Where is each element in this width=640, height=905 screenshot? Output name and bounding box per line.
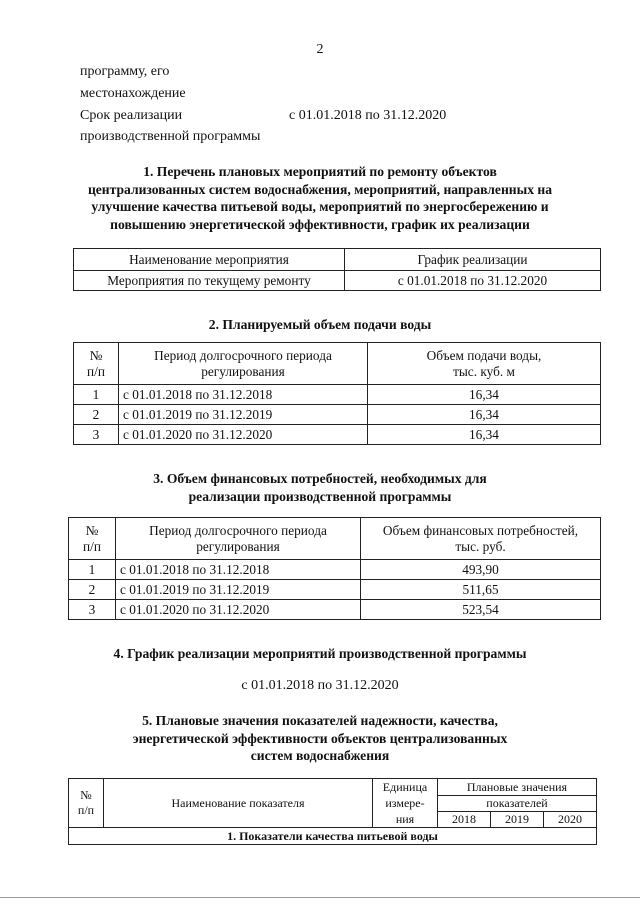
section-2-title: 2. Планируемый объем подачи воды [208,317,432,332]
table-cell: 3 [74,425,119,445]
table-cell: 16,34 [368,405,601,425]
h-unit-3: ния [395,812,415,826]
section-1-title-line: улучшение качества питьевой воды, мероприятий по энергосбережению и [91,199,549,214]
h-period-1: Период долгосрочного периода [154,347,332,363]
table-header-cell: Плановые значения [438,779,597,796]
section-5-title-line: систем водоснабжения [250,748,390,763]
table-cell: 1 [74,385,119,405]
table-row [69,560,601,580]
table-header-cell: показателей [438,796,597,812]
table-cell: 16,34 [368,425,601,445]
s5-table [68,778,597,845]
table-header-cell [368,343,601,385]
section-3-title [0,470,640,505]
table-cell: 511,65 [361,580,601,600]
table-cell: с 01.01.2018 по 31.12.2018 [119,385,368,405]
section-5-title [0,712,640,765]
period-value: с 01.01.2018 по 31.12.2020 [289,108,447,123]
table-cell: 2 [69,580,116,600]
table-cell: 2 [74,405,119,425]
h-value-2: тыс. куб. м [453,363,515,379]
table-header-cell [361,518,601,560]
table-row [69,580,601,600]
h-num-1: № [89,347,103,363]
section-3-title-line: 3. Объем финансовых потребностей, необходимых для [153,471,487,486]
table-cell: с 01.01.2018 по 31.12.2020 [345,271,601,291]
table-header-cell [119,343,368,385]
table-cell: 523,54 [361,600,601,620]
section-3-title-line: реализации производственной программы [188,488,452,504]
table-header-cell: Наименование мероприятия [74,249,345,271]
table-header-row [69,518,601,560]
table-cell: с 01.01.2019 по 31.12.2019 [116,580,361,600]
page-bottom-edge [0,897,640,898]
s3-table [68,517,601,620]
section-4-period: с 01.01.2018 по 31.12.2020 [241,678,399,693]
h-num-2: п/п [77,803,95,817]
table-header-cell: 2019 [491,812,544,828]
table-cell: 3 [69,600,116,620]
h-value-1: Объем подачи воды, [426,347,542,363]
s1-table [73,248,601,291]
section-1-title [0,163,640,233]
header-line-1: программу, его [80,64,170,79]
table-cell: Мероприятия по текущему ремонту [74,271,345,291]
table-header-cell [373,779,438,828]
table-header-cell [74,343,119,385]
table-subheader-cell: 1. Показатели качества питьевой воды [69,828,597,845]
table-cell: 1 [69,560,116,580]
section-1-title-line: централизованных систем водоснабжения, мероприятий, направленных на [87,181,553,197]
h-value-1: Объем финансовых потребностей, [382,522,579,538]
table-cell: с 01.01.2020 по 31.12.2020 [119,425,368,445]
table-header-cell [69,518,116,560]
table-row [74,271,601,291]
h-value-2: тыс. руб. [455,538,506,554]
h-unit-1: Единица [382,780,428,794]
h-period-2: регулирования [201,363,285,379]
table-header-cell: Наименование показателя [104,779,373,828]
table-cell: 493,90 [361,560,601,580]
h-period-2: регулирования [196,538,280,554]
table-header-cell: 2018 [438,812,491,828]
table-cell: с 01.01.2019 по 31.12.2019 [119,405,368,425]
section-1-title-line: повышению энергетической эффективности, график их реализации [110,216,530,232]
table-header-row [69,779,597,796]
h-num-2: п/п [87,363,105,379]
section-5-title-line: 5. Плановые значения показателей надежности, качества, [142,713,498,728]
table-row [74,425,601,445]
table-header-cell: 2020 [544,812,597,828]
h-period-1: Период долгосрочного периода [149,522,327,538]
table-row [74,385,601,405]
table-header-row [74,249,601,271]
section-4-title: 4. График реализации мероприятий производственной программы [113,646,527,661]
header-line-2: местонахождение [80,86,186,101]
section-1-title-line: 1. Перечень плановых мероприятий по ремонту объектов [143,164,497,179]
table-cell: с 01.01.2018 по 31.12.2018 [116,560,361,580]
h-num-2: п/п [83,538,101,554]
page-number: 2 [316,42,324,57]
table-row [69,600,601,620]
section-5-title-line: энергетической эффективности объектов централизованных [132,730,508,746]
table-header-cell: График реализации [345,249,601,271]
table-header-row [74,343,601,385]
h-num-1: № [80,788,92,802]
table-cell: 16,34 [368,385,601,405]
period-label-2: производственной программы [80,129,261,144]
period-label: Срок реализации [80,108,183,123]
table-header-cell [116,518,361,560]
table-cell: с 01.01.2020 по 31.12.2020 [116,600,361,620]
h-num-1: № [85,522,99,538]
table-row [69,828,597,845]
table-row [74,405,601,425]
s2-table [73,342,601,445]
table-header-cell [69,779,104,828]
h-unit-2: измере- [385,796,425,810]
